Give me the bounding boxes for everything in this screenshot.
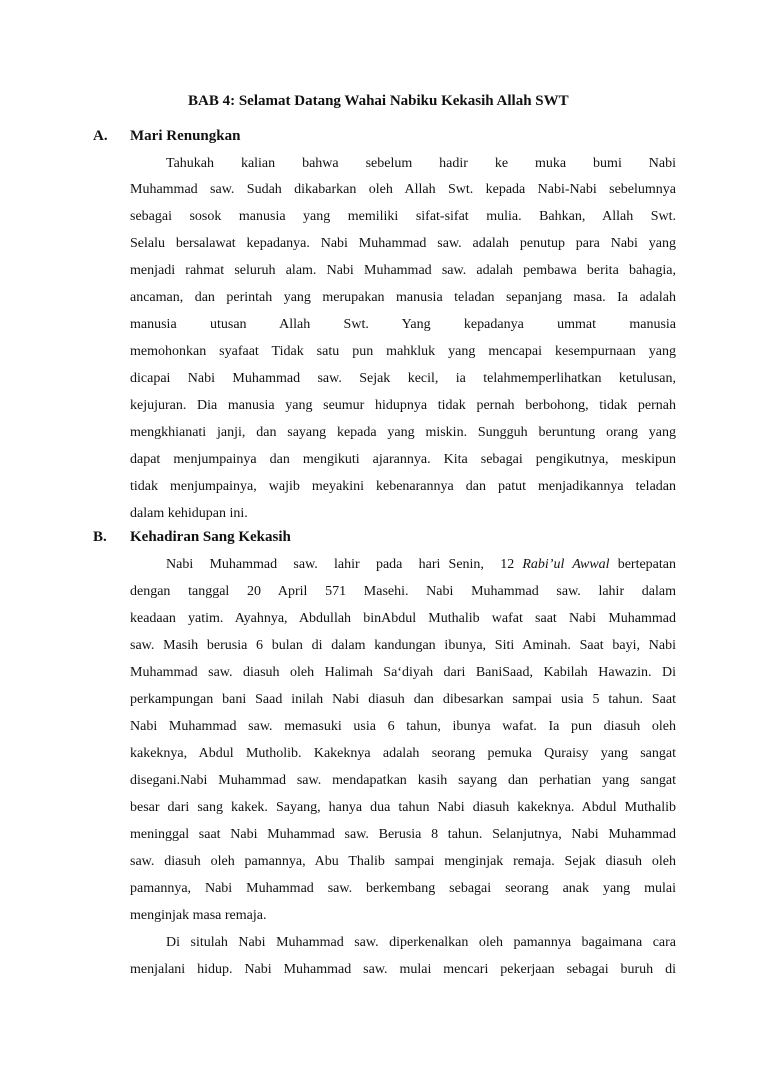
paragraph-line: ancaman, dan perintah yang merupakan manusia teladan sepanjang masa. Ia adalah <box>130 290 676 305</box>
paragraph-line: disegani.Nabi Muhammad saw. mendapatkan kasih sayang dan perhatian yang sangat <box>130 773 676 788</box>
line-text: Nabi Muhammad saw. lahir pada hari Senin, 12 <box>166 557 523 572</box>
paragraph-line: tidak menjumpainya, wajib meyakini kebenarannya dan patut menjadikannya teladan <box>130 479 676 494</box>
paragraph-line: pamannya, Nabi Muhammad saw. berkembang sebagai seorang anak yang mulai <box>130 881 676 896</box>
paragraph-line: memohonkan syafaat Tidak satu pun mahkluk yang mencapai kesempurnaan yang <box>130 344 676 359</box>
paragraph-line: menjalani hidup. Nabi Muhammad saw. mulai mencari pekerjaan sebagai buruh di <box>130 962 676 977</box>
paragraph-line: saw. Masih berusia 6 bulan di dalam kandungan ibunya, Siti Aminah. Saat bayi, Nabi <box>130 638 676 653</box>
paragraph-line: manusia utusan Allah Swt. Yang kepadanya ummat manusia <box>130 317 676 332</box>
paragraph-line: dicapai Nabi Muhammad saw. Sejak kecil, ia telahmemperlihatkan ketulusan, <box>130 371 676 386</box>
paragraph-line: Nabi Muhammad saw. memasuki usia 6 tahun, ibunya wafat. Ia pun diasuh oleh <box>130 719 676 734</box>
paragraph-line: dengan tanggal 20 April 571 Masehi. Nabi Muhammad saw. lahir dalam <box>130 584 676 599</box>
paragraph-line: Muhammad saw. Sudah dikabarkan oleh Allah Swt. kepada Nabi-Nabi sebelumnya <box>130 182 676 197</box>
paragraph-line: dalam kehidupan ini. <box>130 506 248 521</box>
chapter-title: BAB 4: Selamat Datang Wahai Nabiku Kekasih Allah SWT <box>188 93 569 109</box>
paragraph-line: keadaan yatim. Ayahnya, Abdullah binAbdul Muthalib wafat saat Nabi Muhammad <box>130 611 676 626</box>
paragraph-line: sebagai sosok manusia yang memiliki sifat-sifat mulia. Bahkan, Allah Swt. <box>130 209 676 224</box>
line-text: bertepatan <box>609 557 676 572</box>
paragraph-line: perkampungan bani Saad inilah Nabi diasuh dan dibesarkan sampai usia 5 tahun. Saat <box>130 692 676 707</box>
paragraph-line: menjadi rahmat seluruh alam. Nabi Muhammad saw. adalah pembawa berita bahagia, <box>130 263 676 278</box>
paragraph-line: dapat menjumpainya dan mengikuti ajarannya. Kita sebagai pengikutnya, meskipun <box>130 452 676 467</box>
section-a-letter: A. <box>93 128 108 144</box>
paragraph-line: mengkhianati janji, dan sayang kepada yang miskin. Sungguh beruntung orang yang <box>130 425 676 440</box>
paragraph-line: kakeknya, Abdul Mutholib. Kakeknya adalah seorang pemuka Quraisy yang sangat <box>130 746 676 761</box>
paragraph-line: Muhammad saw. diasuh oleh Halimah Sa‘diyah dari BaniSaad, Kabilah Hawazin. Di <box>130 665 676 680</box>
section-b-heading: Kehadiran Sang Kekasih <box>130 529 291 545</box>
paragraph-line: Selalu bersalawat kepadanya. Nabi Muhammad saw. adalah penutup para Nabi yang <box>130 236 676 251</box>
paragraph-line: Di situlah Nabi Muhammad saw. diperkenalkan oleh pamannya bagaimana cara <box>166 935 676 950</box>
paragraph-line: menginjak masa remaja. <box>130 908 267 923</box>
paragraph-line: meninggal saat Nabi Muhammad saw. Berusia 8 tahun. Selanjutnya, Nabi Muhammad <box>130 827 676 842</box>
paragraph-line <box>166 556 676 574</box>
section-b-letter: B. <box>93 529 107 545</box>
paragraph-line: besar dari sang kakek. Sayang, hanya dua tahun Nabi diasuh kakeknya. Abdul Muthalib <box>130 800 676 815</box>
section-a-heading: Mari Renungkan <box>130 128 241 144</box>
italic-term: Rabi’ul Awwal <box>522 557 610 572</box>
paragraph-line: Tahukah kalian bahwa sebelum hadir ke muka bumi Nabi <box>166 156 676 171</box>
paragraph-line: saw. diasuh oleh pamannya, Abu Thalib sampai menginjak remaja. Sejak diasuh oleh <box>130 854 676 869</box>
paragraph-line: kejujuran. Dia manusia yang seumur hidupnya tidak pernah berbohong, tidak pernah <box>130 398 676 413</box>
